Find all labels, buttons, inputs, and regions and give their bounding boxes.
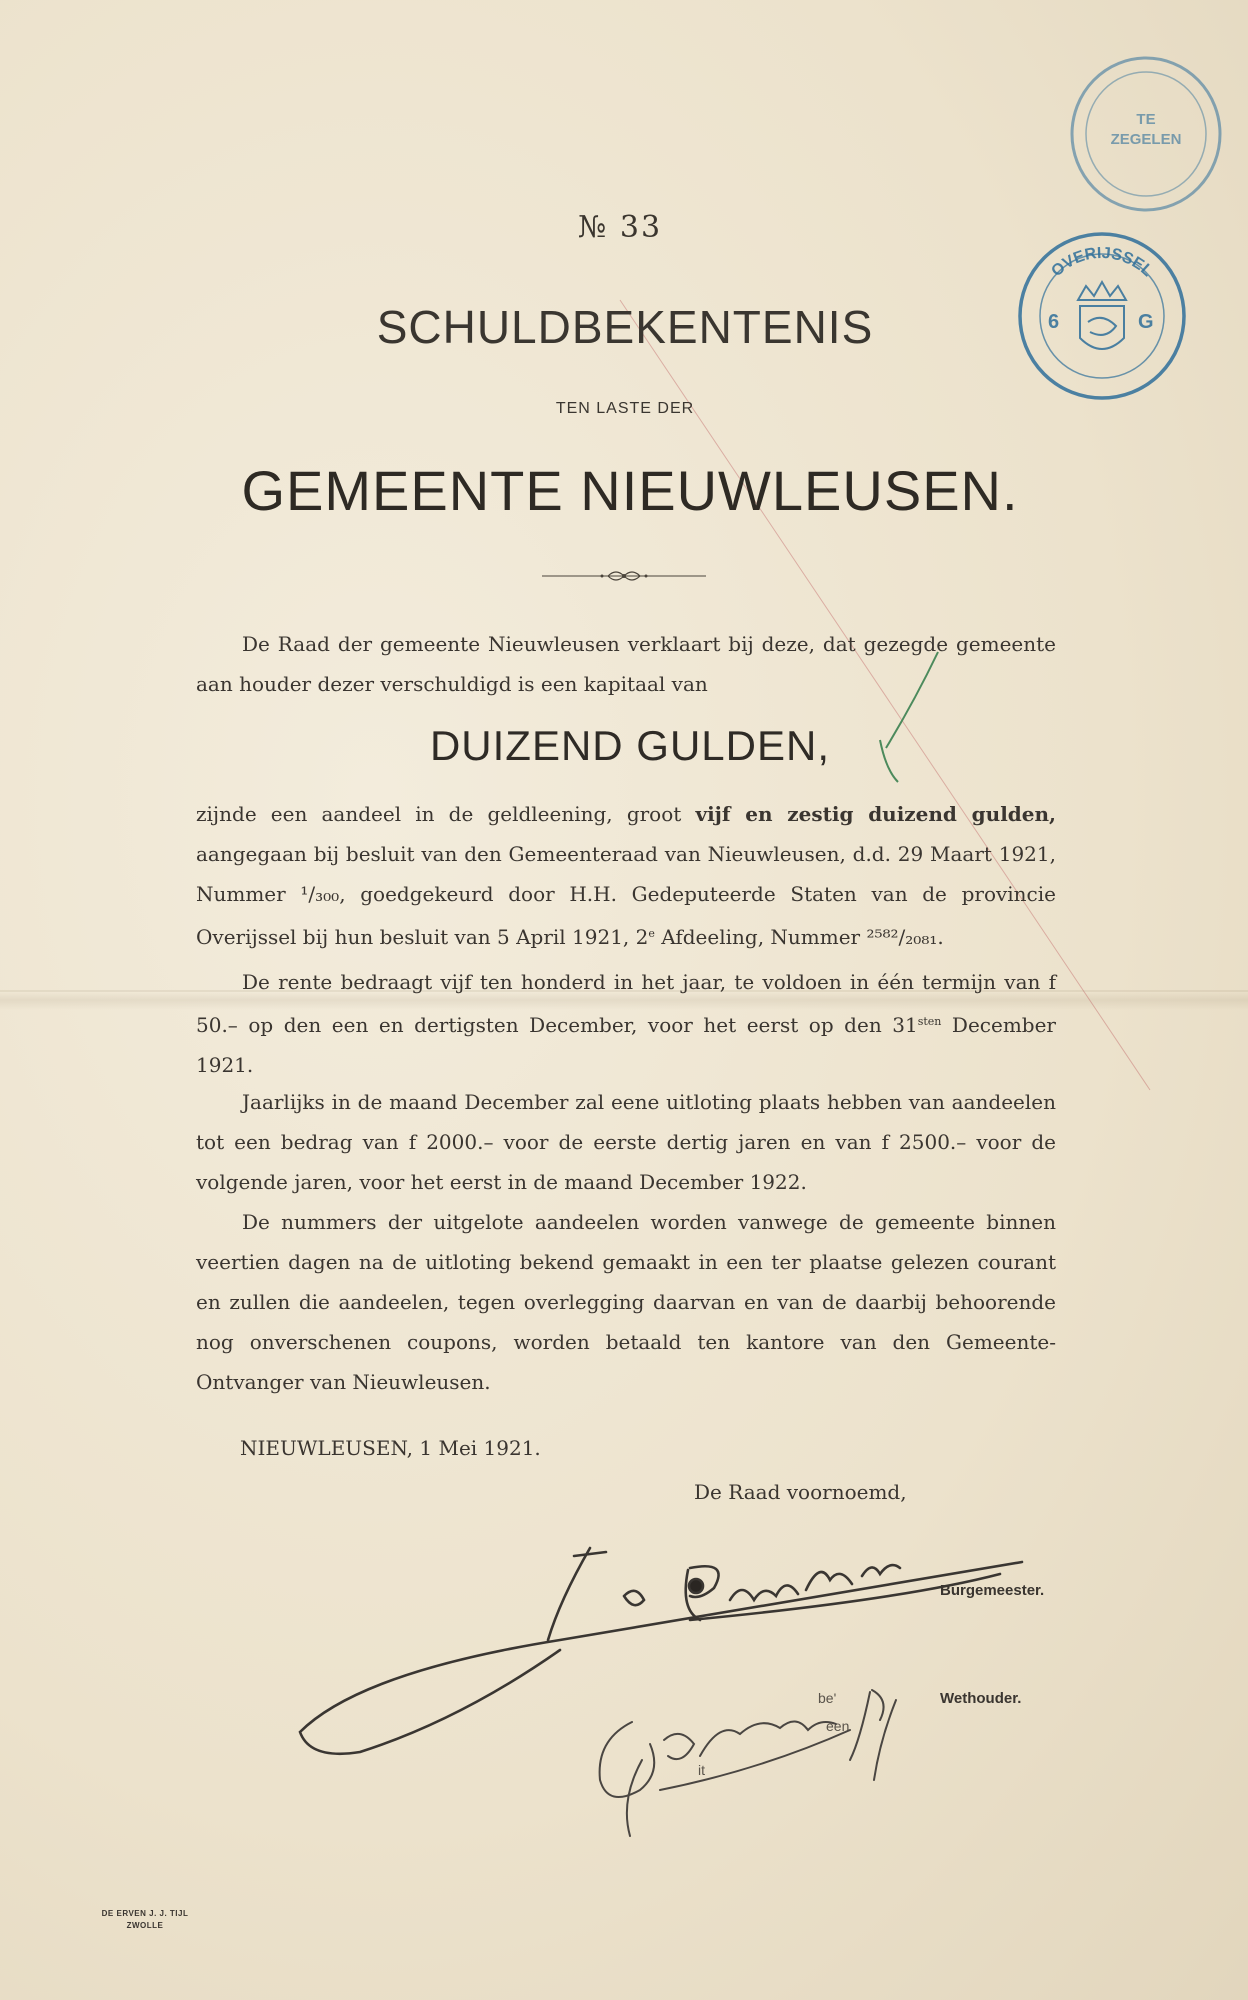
faint-text-be: be' [818, 1690, 837, 1706]
mayor-title: Burgemeester. [940, 1582, 1045, 1599]
loan-text-2: aangegaan bij besluit van den Gemeenteraad van Nieuwleusen, d.d. 29 Maart 1921, Nummer ¹/₃₀₀, goedgekeurd door H.H. Gedeputeerde Staten van de provincie Overijssel bij hun besluit van 5 April 1921, 2 [196, 842, 1056, 949]
document-number: № 33 [577, 210, 663, 245]
drawing-paragraph: Jaarlijks in de maand December zal eene uitloting plaats hebben van aandeelen tot een bedrag van f 2000.– voor de eerste dertig jaren en van f 2500.– voor de volgende jaren, voor het eerst in de maand December 1922. [196, 1090, 1056, 1194]
mayor-signature [300, 1548, 1022, 1754]
green-check-icon [880, 652, 938, 782]
loan-sup: e [648, 927, 655, 940]
alderman-title: Wethouder. [940, 1690, 1022, 1707]
place-date: NIEUWLEUSEN, 1 Mei 1921. [240, 1436, 541, 1460]
document-subtitle: TEN LASTE DER [555, 400, 695, 417]
council-line: De Raad voornoemd, [694, 1480, 907, 1504]
tax-stamp-line2: ZEGELEN [1110, 131, 1182, 148]
province-stamp-right: G [1138, 311, 1154, 333]
province-stamp-left: 6 [1048, 311, 1060, 333]
interest-text: De rente bedraagt vijf ten honderd in het jaar, te voldoen in één termijn van f 50.– op den een en dertigsten December, voor het eerst op den 31 [196, 970, 1056, 1037]
amount-heading: DUIZEND GULDEN, [429, 722, 831, 769]
municipality-heading: GEMEENTE NIEUWLEUSEN. [241, 459, 1019, 522]
tax-stamp-line1: TE [1136, 111, 1156, 128]
loan-total: vijf en zestig duizend gulden, [695, 802, 1057, 826]
redemption-paragraph: De nummers der uitgelote aandeelen worden vanwege de gemeente binnen veertien dagen na de uitloting bekend gemaakt in een ter plaatse gelezen courant en zullen die aandeelen, tegen overlegging daarvan en van de daarbij behoorende nog onverschenen coupons, worden betaald ten kantore van den Gemeente-Ontvanger van Nieuwleusen. [196, 1210, 1056, 1394]
faint-text-een: een [826, 1718, 850, 1734]
interest-end: December 1921. [196, 1013, 1056, 1077]
intro-paragraph: De Raad der gemeente Nieuwleusen verklaart bij deze, dat gezegde gemeente aan houder dezer verschuldigd is een kapitaal van [196, 632, 1056, 696]
interest-sup: sten [917, 1015, 942, 1028]
printer-line1: DE ERVEN J. J. TIJL [101, 1909, 189, 1918]
printer-imprint [70, 1908, 220, 1932]
document-title: SCHULDBEKENTENIS [376, 301, 874, 353]
province-stamp-name: OVERIJSSEL [1048, 244, 1156, 281]
faint-text-it: it [698, 1762, 705, 1778]
printer-line2: ZWOLLE [126, 1921, 164, 1930]
loan-text-1: zijnde een aandeel in de geldleening, groot [196, 802, 696, 826]
loan-text-3: Afdeeling, Nummer ²⁵⁸²/₂₀₈₁. [654, 925, 944, 949]
alderman-signature [600, 1690, 896, 1836]
